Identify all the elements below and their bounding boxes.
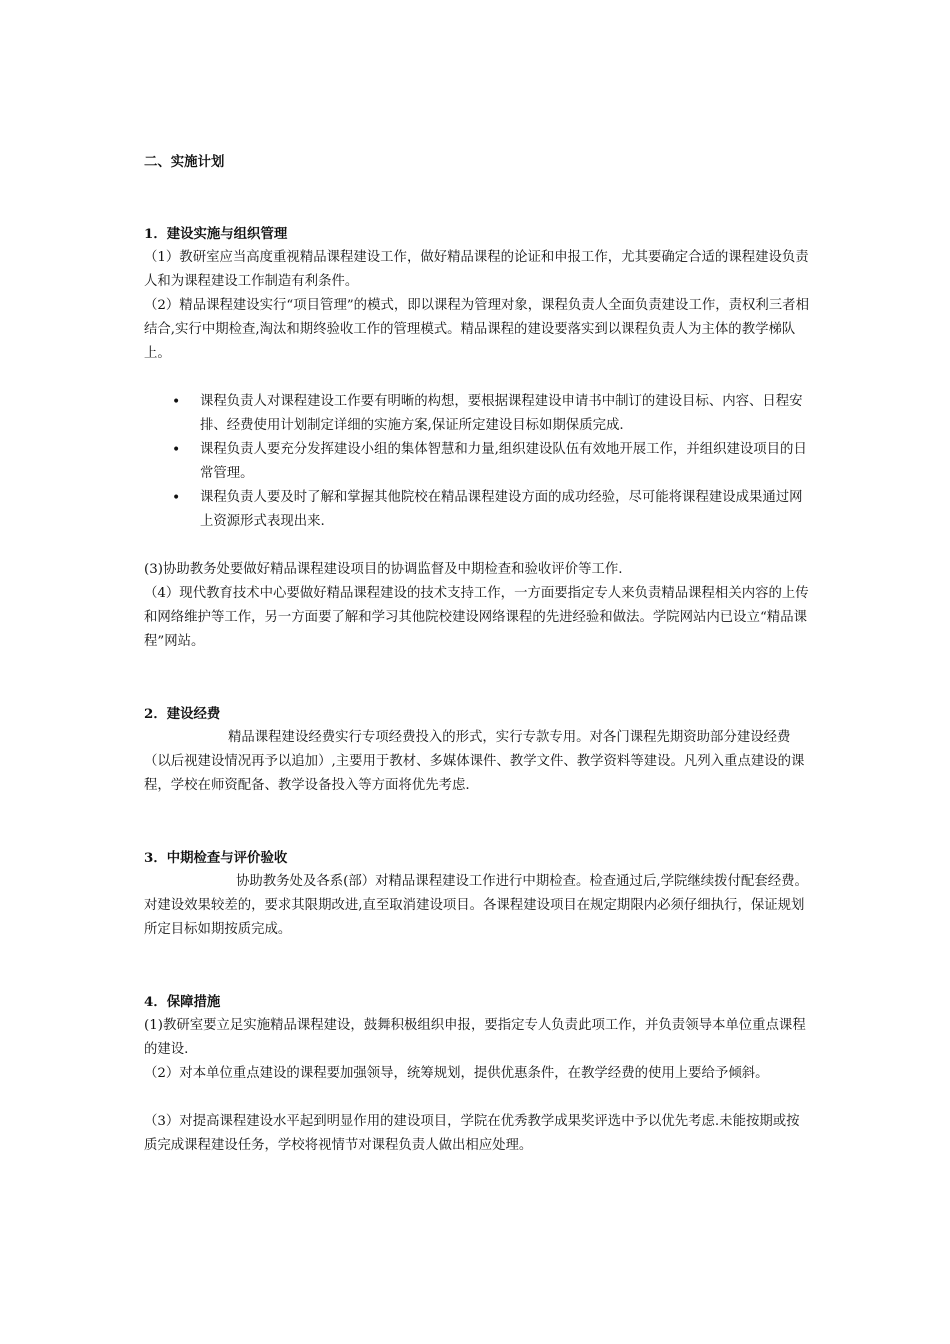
section-4-paragraph-3: （3）对提高课程建设水平起到明显作用的建设项目，学院在优秀教学成果奖评选中予以优先考虑.未能按期或按质完成课程建设任务，学校将视情节对课程负责人做出相应处理。 [144, 1114, 800, 1153]
section-1 [144, 222, 810, 654]
list-item [172, 390, 810, 438]
section-2-heading: 2．建设经费 [144, 706, 221, 722]
section-2 [144, 702, 810, 798]
section-4-paragraph-1: (1)教研室要立足实施精品课程建设，鼓舞积极组织申报，要指定专人负责此项工作，并负责领导本单位重点课程的建设. [144, 1018, 806, 1057]
section-1-paragraph-1: （1）教研室应当高度重视精品课程建设工作，做好精品课程的论证和申报工作，尤其要确定合适的课程建设负责人和为课程建设工作制造有利条件。 [144, 250, 809, 289]
page-title: 二、实施计划 [144, 154, 225, 170]
list-item-text: 课程负责人要及时了解和掌握其他院校在精品课程建设方面的成功经验，尽可能将课程建设成果通过网上资源形式表现出来. [200, 490, 803, 529]
list-item [172, 438, 810, 486]
section-2-paragraph-1: 精品课程建设经费实行专项经费投入的形式，实行专款专用。对各门课程先期资助部分建设经费（以后视建设情况再予以追加）,主要用于教材、多媒体课件、教学文件、教学资料等建设。凡列入重点建设的课程，学校在师资配备、教学设备投入等方面将优先考虑. [144, 730, 805, 793]
section-1-paragraph-2: （2）精品课程建设实行“项目管理”的模式，即以课程为管理对象，课程负责人全面负责建设工作，责权利三者相结合,实行中期检查,淘汰和期终验收工作的管理模式。精品课程的建设要落实到以课程负责人为主体的教学梯队上。 [144, 298, 809, 361]
section-4-paragraph-2: （2）对本单位重点建设的课程要加强领导，统筹规划，提供优惠条件，在教学经费的使用上要给予倾斜。 [144, 1066, 769, 1081]
section-4-heading: 4．保障措施 [144, 994, 221, 1010]
bullet-icon: • [172, 490, 181, 506]
list-item-text: 课程负责人对课程建设工作要有明晰的构想，要根据课程建设申请书中制订的建设目标、内容、日程安排、经费使用计划制定详细的实施方案,保证所定建设目标如期保质完成. [200, 394, 803, 433]
section-3 [144, 846, 810, 942]
list-item [172, 486, 810, 534]
bullet-icon: • [172, 394, 181, 410]
section-3-heading: 3．中期检查与评价验收 [144, 850, 288, 866]
section-1-heading: 1．建设实施与组织管理 [144, 226, 288, 242]
list-item-text: 课程负责人要充分发挥建设小组的集体智慧和力量,组织建设队伍有效地开展工作，并组织建设项目的日常管理。 [200, 442, 807, 481]
bullet-list [144, 390, 810, 534]
section-3-paragraph-1: 协助教务处及各系(部）对精品课程建设工作进行中期检查。检查通过后,学院继续拨付配套经费。对建设效果较差的，要求其限期改进,直至取消建设项目。各课程建设项目在规定期限内必须仔细执行，保证规划所定目标如期按质完成。 [144, 874, 808, 937]
section-1-paragraph-4: （4）现代教育技术中心要做好精品课程建设的技术支持工作，一方面要指定专人来负责精品课程相关内容的上传和网络维护等工作，另一方面要了解和学习其他院校建设网络课程的先进经验和做法。学院网站内已设立“精品课程”网站。 [144, 586, 809, 649]
bullet-icon: • [172, 442, 181, 458]
section-4 [144, 990, 810, 1158]
section-1-paragraph-3: (3)协助教务处要做好精品课程建设项目的协调监督及中期检查和验收评价等工作. [144, 562, 623, 577]
